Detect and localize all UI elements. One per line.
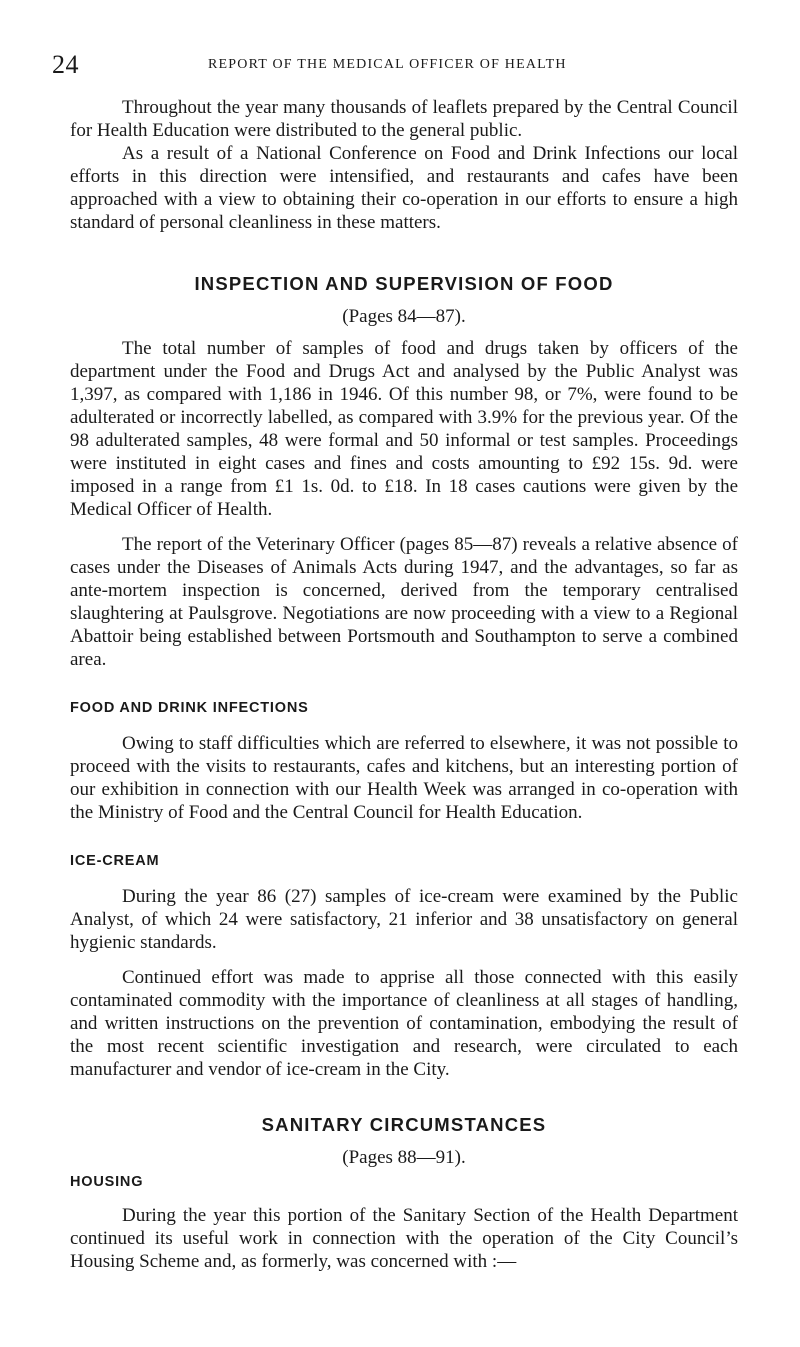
section-heading-sanitary: SANITARY CIRCUMSTANCES	[261, 1114, 547, 1135]
inspection-paragraph-1: The total number of samples of food and drugs taken by officers of the department under the Food and Drugs Act and analysed by the Public Analyst was 1,397, as compared with 1,186 in 1946. Of this number 98, or 7%, were found to be adulterated or incorrectly labelled, as compared with 3.9% for the previous year. Of the 98 adulterated samples, 48 were formal and 50 informal or test samples. Proceedings were instituted in eight cases and fines and costs amounting to £92 15s. 9d. were imposed in a range from £1 1s. 0d. to £18. In 18 cases cautions were given by the Medical Officer of Health.	[70, 338, 738, 520]
body-text	[70, 96, 738, 1273]
intro-paragraph-1: Throughout the year many thousands of leaflets prepared by the Central Council for Health Education were distributed to the general public.	[70, 97, 738, 141]
running-header	[52, 50, 752, 80]
subheading-housing: HOUSING	[70, 1174, 144, 1190]
subheading-food-drink: FOOD AND DRINK INFECTIONS	[70, 700, 309, 716]
running-title: REPORT OF THE MEDICAL OFFICER OF HEALTH	[208, 57, 567, 72]
inspection-pages-reference: (Pages 84—87).	[342, 306, 466, 327]
housing-paragraph: During the year this portion of the Sanitary Section of the Health Department continued its useful work in connection with the operation of the City Council’s Housing Scheme and, as formerly, was concerned with :—	[70, 1205, 738, 1272]
section-heading-inspection: INSPECTION AND SUPERVISION OF FOOD	[194, 273, 614, 294]
ice-cream-paragraph-2: Continued effort was made to apprise all those connected with this easily contaminated commodity with the importance of cleanliness at all stages of handling, and written instructions on the prevention of contamination, embodying the result of the most recent scientific investigation and research, were circulated to each manufacturer and vendor of ice-cream in the City.	[70, 967, 738, 1080]
inspection-paragraph-2: The report of the Veterinary Officer (pages 85—87) reveals a relative absence of cases under the Diseases of Animals Acts during 1947, and the advantages, so far as ante-mortem inspection is concerned, derived from the temporary centralised slaughtering at Paulsgrove. Negotiations are now proceeding with a view to a Regional Abattoir being established between Portsmouth and Southampton to serve a combined area.	[70, 534, 738, 670]
subheading-ice-cream: ICE-CREAM	[70, 853, 160, 869]
sanitary-pages-reference: (Pages 88—91).	[342, 1147, 466, 1168]
food-drink-paragraph: Owing to staff difficulties which are referred to elsewhere, it was not possible to proceed with the visits to restaurants, cafes and kitchens, but an interesting portion of our exhibition in connection with our Health Week was arranged in co-operation with the Ministry of Food and the Central Council for Health Education.	[70, 733, 738, 823]
ice-cream-paragraph-1: During the year 86 (27) samples of ice-cream were examined by the Public Analyst, of which 24 were satisfactory, 21 inferior and 38 unsatisfactory on general hygienic standards.	[70, 886, 738, 953]
page-number: 24	[52, 50, 79, 79]
intro-paragraph-2: As a result of a National Conference on Food and Drink Infections our local efforts in this direction were intensified, and restaurants and cafes have been approached with a view to obtaining their co-operation in our efforts to ensure a high standard of personal cleanliness in these matters.	[70, 143, 738, 233]
